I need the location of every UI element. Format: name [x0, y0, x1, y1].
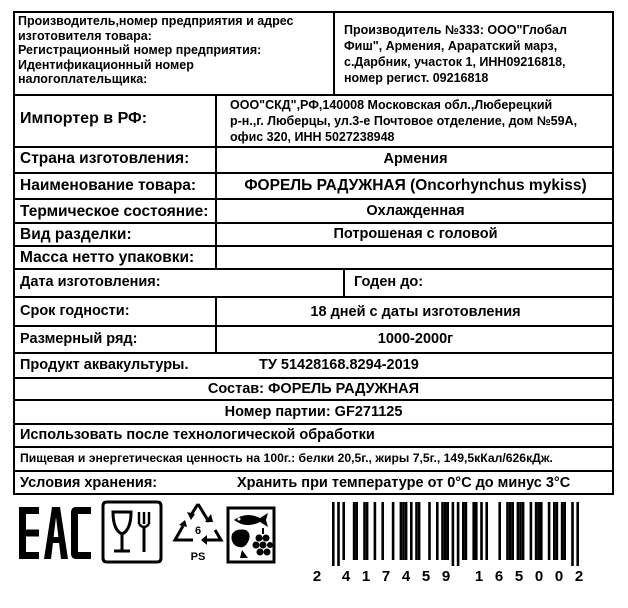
storage-label: Условия хранения: — [20, 475, 158, 491]
row-divider — [13, 268, 614, 270]
row-divider — [13, 423, 614, 425]
barcode-bar — [337, 502, 340, 566]
barcode-bar — [374, 502, 377, 560]
barcode-bar — [465, 502, 468, 560]
row-divider — [13, 399, 614, 401]
production-date-label: Дата изготовления: — [20, 274, 161, 290]
row-divider — [13, 470, 614, 472]
barcode-bar — [563, 502, 566, 560]
barcode-bar — [540, 502, 543, 560]
row-divider — [13, 377, 614, 379]
barcode-digit: 2 — [312, 568, 322, 585]
barcode-bar — [405, 502, 408, 560]
row-divider — [13, 296, 614, 298]
barcode-digit: 0 — [534, 568, 544, 585]
barcode-bar — [522, 502, 525, 560]
barcode-bar — [415, 502, 418, 560]
product-name-label: Наименование товара: — [20, 177, 197, 194]
barcode-bar — [444, 502, 447, 560]
barcode-bar — [517, 502, 520, 560]
barcode-digit: 6 — [494, 568, 504, 585]
barcode-bar — [576, 502, 579, 566]
barcode-bar — [480, 502, 483, 560]
thermal-state-value: Охлажденная — [366, 203, 465, 219]
barcode-bar — [366, 502, 369, 560]
column-divider — [343, 268, 345, 298]
barcode-bar — [418, 502, 421, 560]
column-divider — [333, 11, 335, 96]
barcode-bar — [381, 502, 384, 560]
barcode-bar — [355, 502, 358, 560]
food-type-icon — [226, 506, 276, 569]
barcode-bar — [353, 502, 356, 560]
barcode-digit: 5 — [514, 568, 524, 585]
barcode-digit: 9 — [441, 568, 451, 585]
aquaculture-spec: ТУ 51428168.8294-2019 — [259, 357, 419, 373]
barcode-bar — [561, 502, 564, 560]
barcode-bar — [506, 502, 509, 560]
barcode-bar — [475, 502, 478, 560]
barcode-bar — [556, 502, 559, 560]
barcode-bar — [511, 502, 514, 560]
shelf-life-value: 18 дней с даты изготовления — [310, 304, 521, 320]
barcode-bars — [308, 494, 610, 566]
batch-number: Номер партии: GF271125 — [224, 404, 403, 420]
barcode-bar — [392, 502, 395, 560]
size-range-value: 1000-2000г — [377, 331, 454, 347]
barcode-bar — [446, 502, 449, 560]
product-name-value: ФОРЕЛЬ РАДУЖНАЯ (Oncorhynchus mykiss) — [244, 177, 587, 194]
aquaculture-label: Продукт аквакультуры. — [20, 357, 189, 373]
barcode-digit: 4 — [401, 568, 411, 585]
thermal-state-label: Термическое состояние: — [20, 203, 209, 220]
barcode-digit: 1 — [361, 568, 371, 585]
svg-text:6: 6 — [194, 525, 202, 537]
row-divider — [13, 94, 614, 96]
barcode-bar — [400, 502, 403, 560]
barcode-bar — [436, 502, 439, 560]
barcode-digit: 5 — [421, 568, 431, 585]
barcode-bar — [441, 502, 444, 560]
manufacturer-label: Производитель,номер предприятия и адрес изготовителя товара: Регистрационный номер предприятия: Идентификационный номер налогоплательщика: — [18, 14, 294, 86]
net-mass-label: Масса нетто упаковки: — [20, 249, 195, 266]
manufacturer-value: Производитель №333: ООО"Глобал Фиш", Армения, Араратский марз, с.Дарбник, участок 1, ИНН09216818, номер регист. 09216818 — [344, 23, 567, 85]
composition: Состав: ФОРЕЛЬ РАДУЖНАЯ — [207, 381, 420, 397]
barcode-bar — [462, 502, 465, 560]
barcode-bar — [428, 502, 431, 560]
country-label: Страна изготовления: — [20, 150, 190, 167]
barcode-bar — [537, 502, 540, 560]
row-divider — [13, 146, 614, 148]
barcode-bar — [342, 502, 345, 560]
svg-text:PS: PS — [190, 551, 206, 563]
barcode-digit: 0 — [554, 568, 564, 585]
barcode-bar — [410, 502, 413, 560]
barcode-bar — [332, 502, 335, 566]
row-divider — [13, 245, 614, 247]
barcode-bar — [485, 502, 488, 560]
barcode-digit: 2 — [574, 568, 584, 585]
row-divider — [13, 172, 614, 174]
barcode-bar — [571, 502, 574, 566]
valid-until-label: Годен до: — [354, 274, 424, 290]
size-range-label: Размерный ряд: — [20, 331, 138, 347]
recycle-ps-icon — [171, 500, 225, 571]
eac-icon — [15, 503, 97, 568]
country-value: Армения — [383, 151, 448, 167]
barcode-bar — [472, 502, 475, 560]
barcode-digit: 7 — [381, 568, 391, 585]
row-divider — [13, 446, 614, 448]
glass-fork-food-contact-icon — [101, 500, 163, 569]
barcode-digit: 1 — [474, 568, 484, 585]
barcode-bar — [553, 502, 556, 560]
barcode-bar — [498, 502, 501, 560]
row-divider — [13, 325, 614, 327]
cut-type-label: Вид разделки: — [20, 226, 132, 243]
importer-value: ООО"СКД",РФ,140008 Московская обл.,Люберецкий р-н.,г. Люберцы, ул.3-е Почтовое отделение, дом №59А, офис 320, ИНН 5027238948 — [230, 98, 578, 144]
importer-label: Импортер в РФ: — [20, 110, 148, 127]
barcode-bar — [457, 502, 460, 566]
shelf-life-label: Срок годности: — [20, 303, 130, 319]
row-divider — [13, 198, 614, 200]
barcode-bar — [509, 502, 512, 560]
barcode-bar — [548, 502, 551, 560]
barcode-digit: 4 — [341, 568, 351, 585]
barcode-bar — [535, 502, 538, 560]
nutrition-facts: Пищевая и энергетическая ценность на 100г.: белки 20,5г., жиры 7,5г., 149,5кКал/626кДж. — [20, 451, 553, 465]
cut-type-value: Потрошеная с головой — [333, 226, 498, 242]
barcode-bar — [519, 502, 522, 560]
usage-note: Использовать после технологической обработки — [20, 427, 375, 443]
storage-value: Хранить при температуре от 0°С до минус 3°С — [237, 475, 571, 491]
row-divider — [13, 352, 614, 354]
barcode-bar — [402, 502, 405, 560]
barcode-bar — [363, 502, 366, 560]
row-divider — [13, 222, 614, 224]
barcode-bar — [452, 502, 455, 566]
barcode-bar — [530, 502, 533, 560]
